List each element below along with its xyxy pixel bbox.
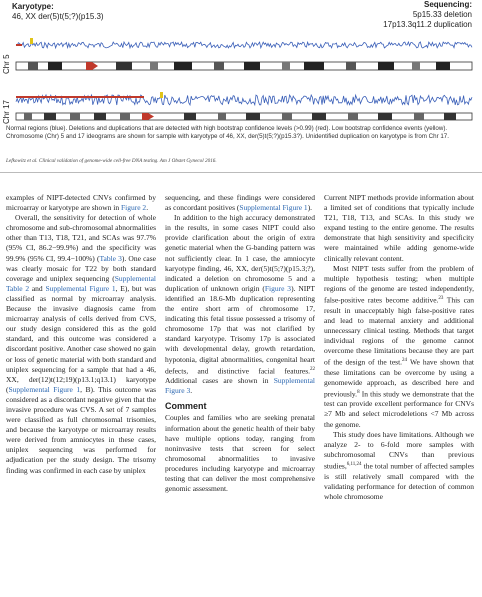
supplemental-figure-1-link[interactable]: Supplemental Figure 1 bbox=[45, 283, 116, 293]
reference-superscript[interactable]: 8 bbox=[357, 389, 360, 395]
text: We have shown that these limitations can be overcome by using a genomewide approach, as described here and previously. bbox=[324, 357, 474, 399]
col3-paragraph-3 bbox=[324, 430, 474, 502]
text: In addition to the high accuracy demonstrated in the results, in some cases NIPT could also provide clarification about the origin of extra genetic material when the G-banding pattern was not sufficiently clear. In 1 case, the amniocyte karyotype finding, 46, XX, der(5)t(5;?)(p15.3;?), indicated a deletion on chromosome 5 and a duplication of unknown origin ( bbox=[165, 213, 315, 293]
text: ). bbox=[307, 203, 313, 213]
text: and bbox=[29, 283, 46, 293]
text: Additional cases are shown in bbox=[165, 376, 274, 386]
figure-caption: Normal regions (blue). Deletions and duplications that are detected with high bootstrap confidence levels (>0.99) (red). Low bootstrap confidence events (yellow). Chromosome (Chr) 5 and 17 ideograms are shown for sample with karyotype of 46, XX, der(5)t(5;?)(p15.3?). Unidentified duplication on karyotype is from Chr 17. bbox=[6, 125, 449, 140]
column-1 bbox=[6, 193, 156, 476]
text: ). One case was clearly mosaic for T22 by both standard coverage and uniplex sequencing ( bbox=[6, 253, 156, 283]
supplemental-figure-3-link[interactable]: Supplemental Figure 3 bbox=[165, 376, 315, 396]
col3-paragraph-1: Current NIPT methods provide information about a limited set of conditions that typically include T21, T18, T13, and SCAs. In this study we expand testing to the entire genome. The results demonstrate that high sensitivity and specificity were maintained while adding genome-wide clinically relevant content. bbox=[324, 193, 474, 263]
sequencing-heading: Sequencing: bbox=[423, 0, 472, 9]
chr17-ideogram bbox=[16, 113, 472, 120]
chr5-ideogram bbox=[16, 62, 472, 70]
karyotype-value: 46, XX der(5)t(5;?)(p15.3) bbox=[12, 12, 104, 21]
column-3 bbox=[324, 193, 474, 502]
text: , B). This outcome was considered as a discordant negative given that the invasive procedure was CVS. A set of 7 samples were classified as full chromosomal trisomies, and because the karyotype or microarray results were derived from amniocytes in these cases, uniplex sequencing was performed for adjudication per the study design. The trisomy finding was confirmed in each case by uniplex bbox=[6, 384, 157, 475]
sequencing-line-2: 17p13.3q11.2 duplication bbox=[383, 20, 472, 29]
karyotype-heading: Karyotype: bbox=[12, 2, 54, 11]
column-2 bbox=[165, 193, 315, 494]
chr5-deletion-marker bbox=[16, 44, 22, 46]
col1-paragraph-1 bbox=[6, 193, 156, 213]
chr5-low-confidence-marker bbox=[30, 38, 33, 44]
supplemental-figure-1-link[interactable]: Supplemental Figure 1 bbox=[239, 203, 308, 213]
comment-heading: Comment bbox=[165, 401, 207, 412]
col1-paragraph-2 bbox=[6, 213, 156, 475]
figure-citation: Lefkowitz et al. Clinical validation of genome-wide cell-free DNA testing. Am J Obstet Gynecol 2016. bbox=[6, 158, 217, 164]
text: This study does have limitations. Although we analyze 2- to 6-fold more samples with subchromosomal CNVs than previous studies, bbox=[324, 429, 474, 471]
text: In this study we demonstrate that the test can provide excellent performance for CNVs ≥7 Mb and select microdeletions <7 Mb across the genome. bbox=[324, 389, 474, 429]
divider bbox=[0, 172, 482, 173]
chr17-low-confidence-marker bbox=[160, 92, 163, 98]
chr5-label: Chr 5 bbox=[2, 54, 11, 74]
reference-superscript[interactable]: 23 bbox=[438, 295, 444, 301]
text: sequencing, and these findings were considered as concordant positives ( bbox=[165, 193, 315, 213]
text: examples of NIPT-detected CNVs confirmed by microarray or karyotype are shown in bbox=[6, 193, 156, 213]
figure-3-link[interactable]: Figure 3 bbox=[264, 283, 292, 293]
chr17-duplication-marker bbox=[16, 96, 144, 98]
text: ). NIPT identified an 18.6-Mb duplication representing the entire short arm of chromosome 17, indicating this fetal tissue possessed a trisomy of chromosome 17p that was not clarified by standard karyotype. Trisomy 17p is associated with developmental delay, growth retardation, hypotonia, digital abnormalities, congenital heart defects, and distinctive facial features. bbox=[165, 283, 315, 376]
figure-2-link[interactable]: Figure 2 bbox=[120, 203, 147, 213]
supplemental-figure-1-link[interactable]: Supplemental Figure 1 bbox=[8, 384, 81, 394]
col2-paragraph-1 bbox=[165, 193, 315, 213]
text: Most NIPT tests suffer from the problem of multiple hypothesis testing; when multiple regions of the genome are tested independently, false-positive rates become additive. bbox=[324, 263, 474, 305]
text: This can result in unacceptably high false-positive rates and lead to maternal anxiety and additional unnecessary clinical testing. Methods that target individual regions of the genome cannot overcome these limitations because they are part of the design of the test. bbox=[324, 295, 474, 367]
col2-paragraph-2 bbox=[165, 213, 315, 396]
chr17-label: Chr 17 bbox=[2, 99, 11, 124]
text: Overall, the sensitivity for detection of whole chromosome and sub-chromosomal abnormalities other than T13, T18, T21, and SCAs was 97.7% (95% CI, 86.2−99.9%) and the specificity was 99.9% (95% CI, 99.4−100%) ( bbox=[6, 213, 156, 263]
reference-superscript[interactable]: 22 bbox=[310, 366, 315, 372]
chr5-coverage-trace bbox=[16, 38, 472, 48]
reference-superscript[interactable]: 6,11,24 bbox=[346, 461, 362, 467]
text: . bbox=[190, 386, 193, 396]
table-3-link[interactable]: Table 3 bbox=[99, 253, 122, 263]
supplemental-table-2-link[interactable]: Supplemental Table 2 bbox=[6, 273, 156, 293]
col2-paragraph-3: Couples and families who are seeking prenatal information about the genetic health of their baby have multiple options today, ranging from noninvasive tests that screen for select chromosomal abnormalities to invasive procedures including karyotype and microarray testing that can deliver the most comprehensive genomic assessment. bbox=[165, 413, 315, 494]
text: the total number of affected samples is still relatively small compared with the validating performance for detection of common whole chromosome bbox=[324, 461, 474, 501]
text: . bbox=[146, 203, 149, 213]
col3-paragraph-2 bbox=[324, 264, 474, 430]
chromosome-tracks bbox=[0, 0, 482, 122]
sequencing-line-1: 5p15.33 deletion bbox=[412, 10, 472, 19]
figure-3 bbox=[0, 0, 482, 124]
text: , E), but was classified as normal by microarray analysis. Because the invasive diagnosis came from microarray analysis of cells derived from CVS, our study design considered this as the gold standard, and this outcome was considered a discordant positive. Another case showed no gain or loss of genetic material with both standard and uniplex sequencing for a sample that had a 46, XX, der(12)t(12;19)(p13.1;q13.1) karyotype ( bbox=[6, 283, 156, 394]
reference-superscript[interactable]: 24 bbox=[402, 358, 408, 363]
chr17-coverage-trace bbox=[16, 92, 472, 105]
